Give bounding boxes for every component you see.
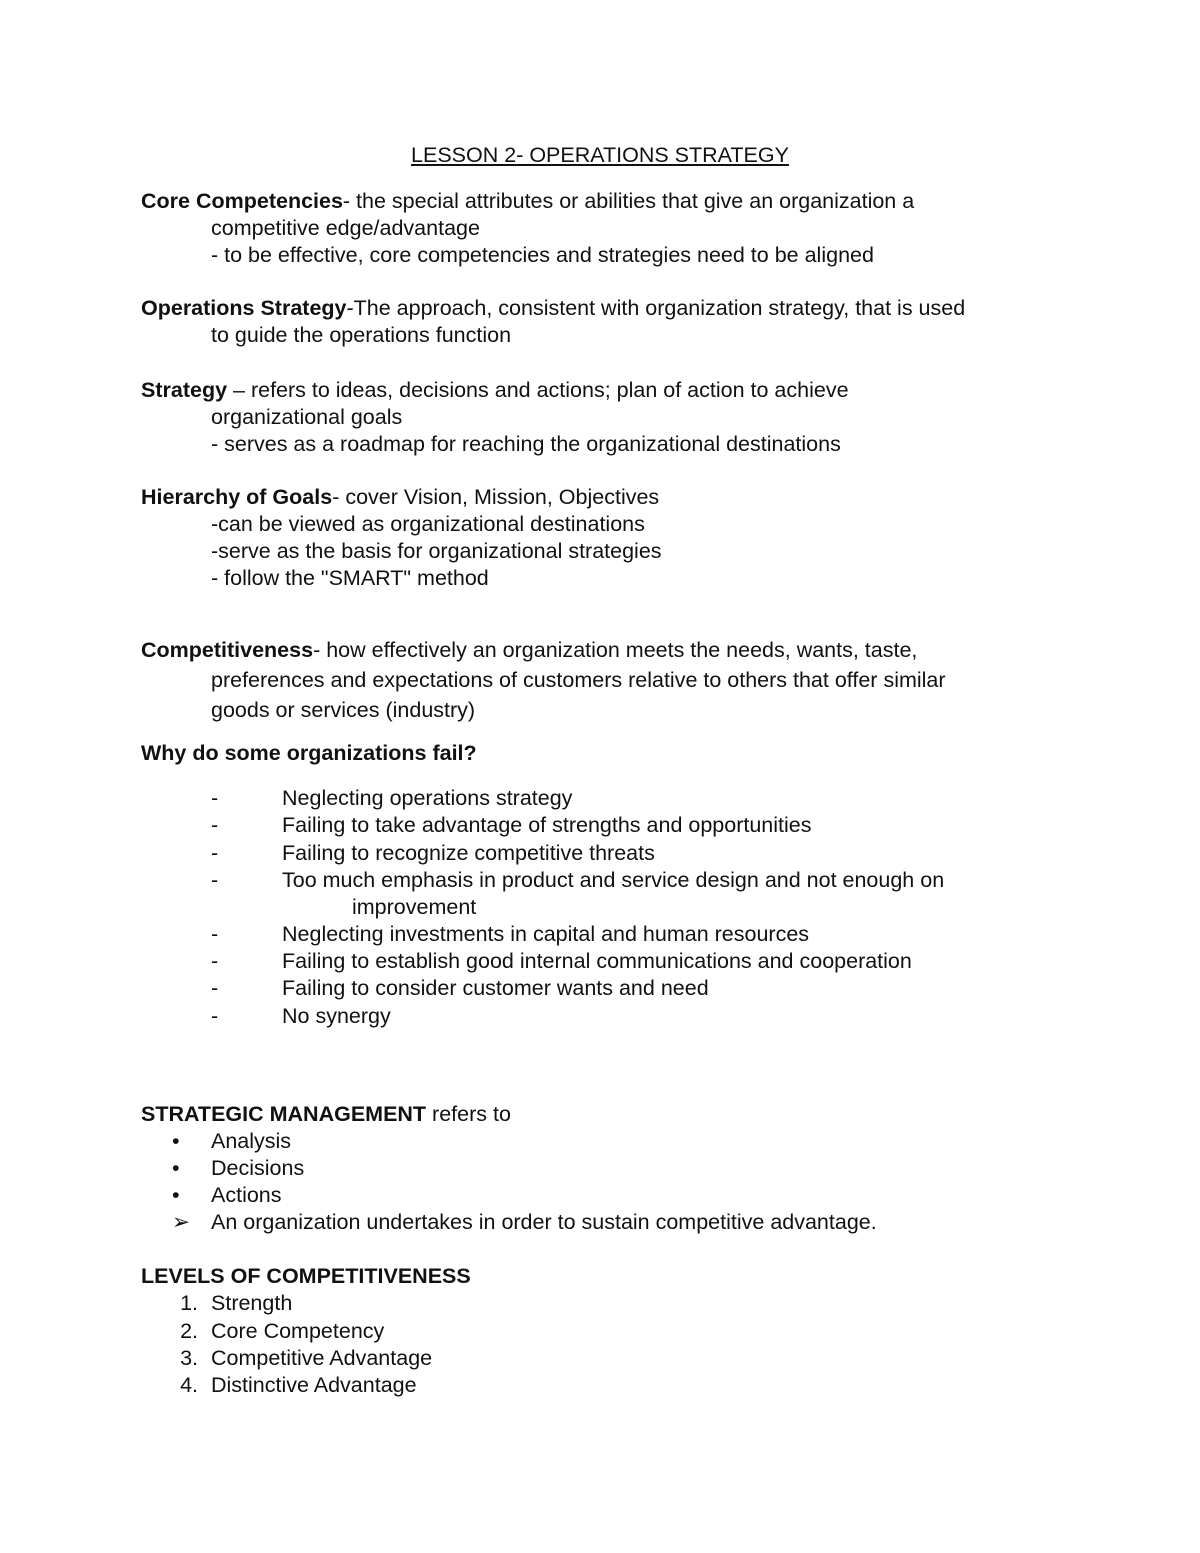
competitiveness-line-1 <box>141 637 917 664</box>
fail-item-continuation: improvement <box>352 895 477 919</box>
strategy-def-3: - serves as a roadmap for reaching the organizational destinations <box>211 432 841 456</box>
fail-item: Failing to recognize competitive threats <box>282 841 655 865</box>
fail-dash: - <box>211 868 219 892</box>
operations-strategy-term: Operations Strategy <box>141 296 347 320</box>
strategy-term: Strategy <box>141 378 228 402</box>
strategic-management-term: STRATEGIC MANAGEMENT <box>141 1102 427 1126</box>
operations-strategy-line-1 <box>141 295 965 322</box>
competitiveness-def-2: preferences and expectations of customers relative to others that offer similar <box>211 668 946 692</box>
fail-item: Failing to establish good internal communications and cooperation <box>282 949 912 973</box>
core-competencies-def-1: - the special attributes or abilities that give an organization a <box>342 189 915 213</box>
level-label: Core Competency <box>211 1319 385 1343</box>
strategic-item: Analysis <box>211 1129 292 1153</box>
fail-dash: - <box>211 949 219 973</box>
fail-dash: - <box>211 841 219 865</box>
strategic-item: Decisions <box>211 1156 305 1180</box>
core-competencies-line-1 <box>141 188 914 215</box>
level-label: Distinctive Advantage <box>211 1373 417 1397</box>
page-title: LESSON 2- OPERATIONS STRATEGY <box>411 143 789 167</box>
strategy-def-1: – refers to ideas, decisions and actions; plan of action to achieve <box>227 378 849 402</box>
fail-item: Neglecting operations strategy <box>282 786 573 810</box>
level-number: 1. <box>180 1291 198 1315</box>
core-competencies-def-3: - to be effective, core competencies and strategies need to be aligned <box>211 243 874 267</box>
arrow-bullet-icon: ➢ <box>172 1210 191 1234</box>
fail-heading: Why do some organizations fail? <box>141 741 477 765</box>
strategy-line-1 <box>141 377 849 404</box>
level-label: Strength <box>211 1291 293 1315</box>
competitiveness-term: Competitiveness <box>141 638 314 662</box>
hierarchy-of-goals-def-1: - cover Vision, Mission, Objectives <box>332 485 660 509</box>
fail-dash: - <box>211 976 219 1000</box>
competitiveness-def-3: goods or services (industry) <box>211 698 476 722</box>
fail-dash: - <box>211 922 219 946</box>
core-competencies-term: Core Competencies <box>141 189 343 213</box>
fail-item: Failing to take advantage of strengths and opportunities <box>282 813 812 837</box>
competitiveness-def-1: - how effectively an organization meets the needs, wants, taste, <box>313 638 918 662</box>
fail-dash: - <box>211 786 219 810</box>
level-number: 3. <box>180 1346 198 1370</box>
level-number: 4. <box>180 1373 198 1397</box>
fail-item: Neglecting investments in capital and human resources <box>282 922 810 946</box>
core-competencies-def-2: competitive edge/advantage <box>211 216 480 240</box>
hierarchy-of-goals-def-2: -can be viewed as organizational destinations <box>211 512 645 536</box>
strategic-management-suffix: refers to <box>426 1102 511 1126</box>
hierarchy-of-goals-term: Hierarchy of Goals <box>141 485 333 509</box>
fail-item: No synergy <box>282 1004 391 1028</box>
hierarchy-of-goals-line-1 <box>141 484 659 511</box>
strategy-def-2: organizational goals <box>211 405 403 429</box>
fail-item: Failing to consider customer wants and need <box>282 976 709 1000</box>
strategic-item: Actions <box>211 1183 282 1207</box>
fail-dash: - <box>211 813 219 837</box>
bullet-icon: • <box>172 1129 180 1153</box>
strategic-conclusion: An organization undertakes in order to sustain competitive advantage. <box>211 1210 877 1234</box>
bullet-icon: • <box>172 1156 180 1180</box>
strategic-management-line <box>141 1101 511 1128</box>
fail-dash: - <box>211 1004 219 1028</box>
levels-heading: LEVELS OF COMPETITIVENESS <box>141 1264 471 1288</box>
level-number: 2. <box>180 1319 198 1343</box>
level-label: Competitive Advantage <box>211 1346 433 1370</box>
fail-item: Too much emphasis in product and service design and not enough on <box>282 868 945 892</box>
operations-strategy-def-2: to guide the operations function <box>211 323 512 347</box>
operations-strategy-def-1: -The approach, consistent with organization strategy, that is used <box>346 296 966 320</box>
hierarchy-of-goals-def-4: - follow the "SMART" method <box>211 566 489 590</box>
hierarchy-of-goals-def-3: -serve as the basis for organizational strategies <box>211 539 662 563</box>
bullet-icon: • <box>172 1183 180 1207</box>
